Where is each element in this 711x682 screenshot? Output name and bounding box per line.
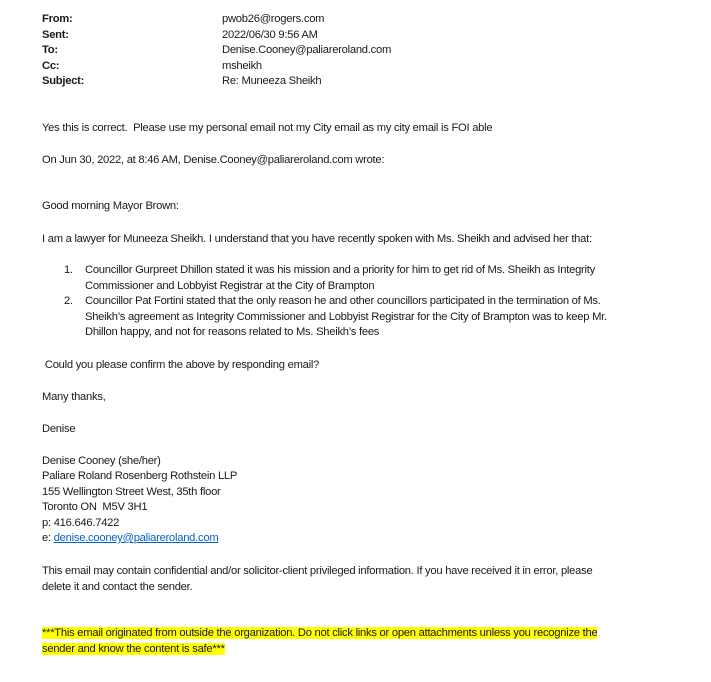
sent-label: Sent: bbox=[42, 29, 69, 41]
from-value: pwob26@rogers.com bbox=[222, 13, 325, 25]
to-value: Denise.Cooney@paliareroland.com bbox=[222, 44, 392, 56]
warning-highlight: sender and know the content is safe*** bbox=[42, 643, 225, 655]
disclaimer-line-1: This email may contain confidential and/or solicitor-client privileged information. If you have received it in error, please bbox=[42, 565, 593, 577]
external-warning-line-1 bbox=[42, 627, 597, 639]
signature-email-row bbox=[42, 532, 218, 544]
disclaimer-line-2: delete it and contact the sender. bbox=[42, 581, 193, 593]
cc-label: Cc: bbox=[42, 60, 60, 72]
signature-phone: p: 416.646.7422 bbox=[42, 517, 120, 529]
subject-value: Re: Muneeza Sheikh bbox=[222, 75, 322, 87]
warning-highlight: ***This email originated from outside the organization. Do not click links or open attachments unless you recognize the bbox=[42, 627, 598, 639]
list-number: 2. bbox=[64, 295, 73, 307]
signature-firm: Paliare Roland Rosenberg Rothstein LLP bbox=[42, 470, 238, 482]
email-prefix: e: bbox=[42, 532, 54, 544]
list-line: Dhillon happy, and not for reasons related to Ms. Sheikh’s fees bbox=[85, 326, 380, 338]
list-line: Sheikh’s agreement as Integrity Commissioner and Lobbyist Registrar for the City of Brampton was to keep Mr. bbox=[85, 311, 607, 323]
first-name: Denise bbox=[42, 423, 76, 435]
list-number: 1. bbox=[64, 264, 73, 276]
email-link[interactable]: denise.cooney@paliareroland.com bbox=[53, 532, 219, 544]
sent-value: 2022/06/30 9:56 AM bbox=[222, 29, 318, 41]
list-line: Councillor Pat Fortini stated that the only reason he and other councillors participated in the termination of Ms. bbox=[85, 295, 601, 307]
external-warning-line-2 bbox=[42, 643, 225, 655]
intro-text: I am a lawyer for Muneeza Sheikh. I understand that you have recently spoken with Ms. Sheikh and advised her that: bbox=[42, 233, 592, 245]
reply-text: Yes this is correct. Please use my personal email not my City email as my city email is FOI able bbox=[42, 122, 493, 134]
request-text: Could you please confirm the above by responding email? bbox=[42, 359, 320, 371]
list-line: Councillor Gurpreet Dhillon stated it was his mission and a priority for him to get rid of Ms. Sheikh as Integrity bbox=[85, 264, 595, 276]
greeting: Good morning Mayor Brown: bbox=[42, 200, 179, 212]
signature-city: Toronto ON M5V 3H1 bbox=[42, 501, 148, 513]
list-line: Commissioner and Lobbyist Registrar at the City of Brampton bbox=[85, 280, 375, 292]
cc-value: msheikh bbox=[222, 60, 262, 72]
closing-text: Many thanks, bbox=[42, 391, 106, 403]
from-label: From: bbox=[42, 13, 73, 25]
subject-label: Subject: bbox=[42, 75, 85, 87]
to-label: To: bbox=[42, 44, 58, 56]
signature-address: 155 Wellington Street West, 35th floor bbox=[42, 486, 221, 498]
signature-name: Denise Cooney (she/her) bbox=[42, 455, 161, 467]
quote-intro: On Jun 30, 2022, at 8:46 AM, Denise.Cooney@paliareroland.com wrote: bbox=[42, 154, 385, 166]
